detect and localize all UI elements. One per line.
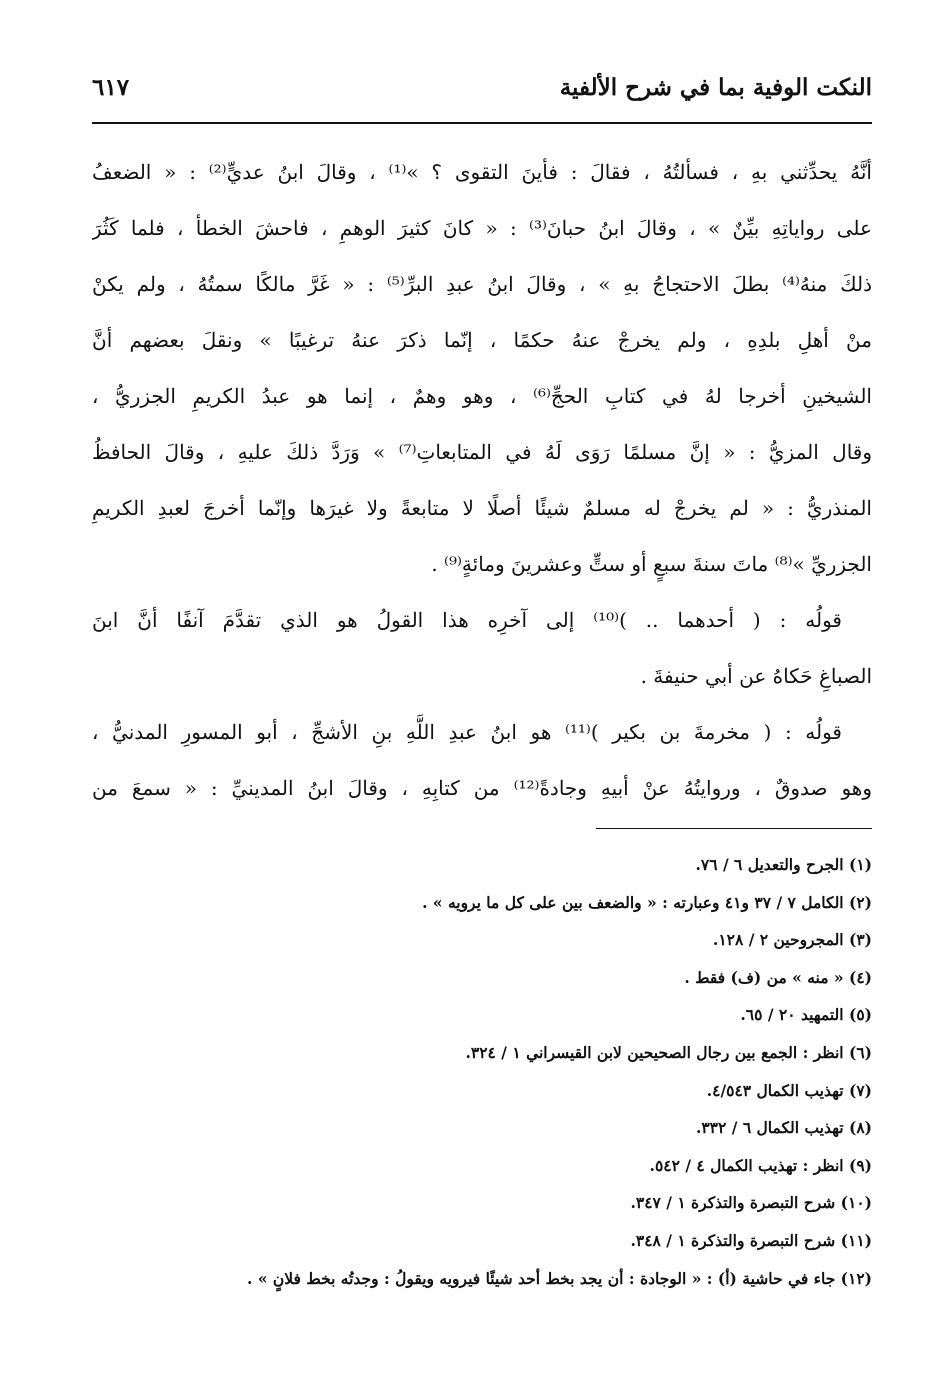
body-line: الجزريِّ »⁽⁸⁾ ماتَ سنةَ سبعٍ أو ستٍّ وعشرينَ ومائةٍ⁽⁹⁾ . <box>431 552 872 576</box>
running-title: النكت الوفية بما في شرح الألفية <box>559 74 872 101</box>
footnote-item: (١٠) شرح التبصرة والتذكرة ١ / ٣٤٧. <box>630 1193 872 1213</box>
footnote-item: (٥) التمهيد ٢٠ / ٦٥. <box>740 1005 872 1025</box>
footnote-rule <box>596 828 872 829</box>
page-header <box>92 64 872 116</box>
body-line-paragraph-start: قولُه : ( أحدهما .. )⁽¹⁰⁾ إلى آخرِه هذا القولُ هو الذي تقدَّمَ آنفًا أنَّ ابنَ <box>92 608 842 632</box>
page-number: ٦١٧ <box>92 74 130 101</box>
body-line: وقال المزيُّ : « إنَّ مسلمًا رَوَى لَهُ في المتابعاتِ⁽⁷⁾ » وَرَدَّ ذلكَ عليهِ ، وقالَ الحافظُ <box>92 440 872 464</box>
footnote-item: (٧) تهذيب الكمال ٤/٥٤٣. <box>706 1080 872 1100</box>
footnote-item: (٦) انظر : الجمع بين رجال الصحيحين لابن القيسراني ١ / ٣٢٤. <box>465 1042 872 1062</box>
footnote-item: (٩) انظر : تهذيب الكمال ٤ / ٥٤٢. <box>649 1155 872 1175</box>
body-line: الصباغِ حَكاهُ عن أبي حنيفةَ . <box>640 664 872 688</box>
body-line: وهو صدوقٌ ، وروايتُهُ عنْ أبيهِ وجادةً⁽¹²⁾ من كتابِهِ ، وقالَ ابنُ المدينيِّ : « سمعَ من <box>92 776 872 800</box>
footnote-item: (٨) تهذيب الكمال ٦ / ٣٣٢. <box>695 1118 872 1138</box>
footnote-item: (١١) شرح التبصرة والتذكرة ١ / ٣٤٨. <box>630 1230 872 1250</box>
body-line: على رواياتِهِ بيِّنٌ » ، وقالَ ابنُ حبانَ⁽³⁾ : « كانَ كثيرَ الوهمِ ، فاحشَ الخطأ ، فلما كَثُرَ <box>92 216 872 240</box>
body-line: منْ أهلِ بلدِهِ ، ولم يخرجْ عنهُ حكمًا ، إنّما ذكرَ عنهُ ترغيبًا » ونقلَ بعضهم أنَّ <box>92 328 872 352</box>
footnote-item: (٤) « منه » من (ف) فقط . <box>684 967 872 987</box>
body-line: المنذريُّ : « لم يخرجْ له مسلمٌ شيئًا أصلًا لا متابعةً ولا غيرَها وإنّما أخرجَ لعبدِ الكريمِ <box>92 496 872 520</box>
footnote-item: (٣) المجروحين ٢ / ١٢٨. <box>712 930 872 950</box>
footnote-item: (١٢) جاء في حاشية (أ) : « الوجادة : أن يجد بخط أحد شيئًا فيرويه ويقولُ : وجدتُه بخط فلانٍ » . <box>247 1268 872 1288</box>
body-line: الشيخينِ أخرجا لهُ في كتابِ الحجِّ⁽⁶⁾ ، وهو وهمٌ ، إنما هو عبدُ الكريمِ الجزريُّ ، <box>92 384 872 408</box>
body-text <box>92 144 872 816</box>
header-rule <box>92 122 872 124</box>
body-line: ذلكَ منهُ⁽⁴⁾ بطلَ الاحتجاجُ بهِ » ، وقالَ ابنُ عبدِ البرِّ⁽⁵⁾ : « غَرَّ مالكًا سمتُهُ ، ولم يكنْ <box>92 272 872 296</box>
body-line-paragraph-start: قولُه : ( مخرمةَ بن بكير )⁽¹¹⁾ هو ابنُ عبدِ اللَّهِ بنِ الأشجِّ ، أبو المسورِ المدنيُّ ، <box>92 720 842 744</box>
body-line: أنَّهُ يحدِّثني بهِ ، فسألتُهُ ، فقالَ : فأينَ التقوى ؟ »⁽¹⁾ ، وقالَ ابنُ عديٍّ⁽²⁾ : « الضعفُ <box>92 160 872 184</box>
footnote-item: (٢) الكامل ٧ / ٣٧ و٤١ وعبارته : « والضعف بين على كل ما يرويه » . <box>422 892 872 912</box>
footnote-item: (١) الجرح والتعديل ٦ / ٧٦. <box>695 855 872 874</box>
footnotes <box>92 846 872 1297</box>
